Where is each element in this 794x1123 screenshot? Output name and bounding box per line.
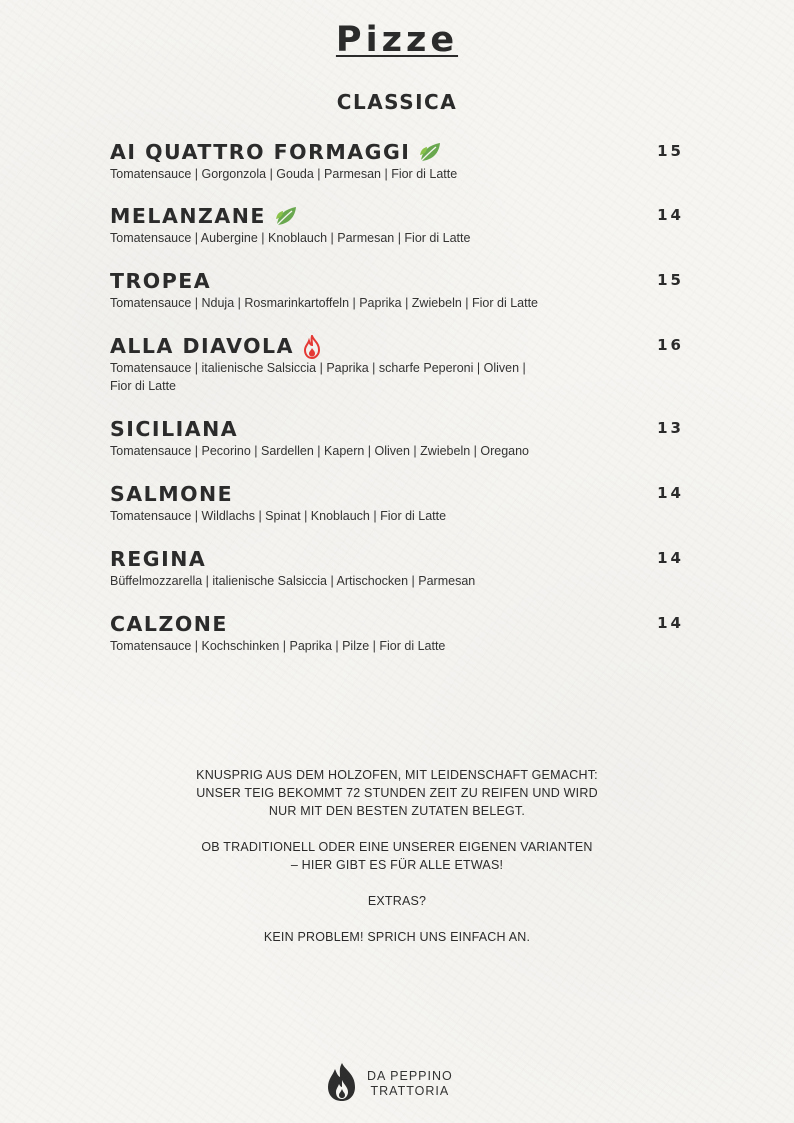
menu-item-tropea (110, 269, 690, 312)
item-description: Büffelmozzarella | italienische Salsiccia | Artischocken | Parmesan (110, 574, 476, 588)
info-line: NUR MIT DEN BESTEN ZUTATEN BELEGT. (268, 804, 526, 818)
menu-item-salmone (110, 482, 690, 525)
item-description: Tomatensauce | Pecorino | Sardellen | Kapern | Oliven | Zwiebeln | Oregano (110, 444, 530, 458)
menu-item-siciliana (110, 417, 690, 460)
menu-item-calzone (110, 612, 690, 655)
item-description: Tomatensauce | Kochschinken | Paprika | Pilze | Fior di Latte (110, 639, 446, 653)
item-name: MELANZANE (110, 204, 266, 228)
menu-item-alla-diavola (110, 334, 690, 395)
item-description: Tomatensauce | Gorgonzola | Gouda | Parmesan | Fior di Latte (110, 167, 458, 181)
item-name: SICILIANA (110, 417, 239, 441)
item-price: 16 (657, 336, 684, 354)
flame-logo-icon (325, 1062, 359, 1107)
info-line: KEIN PROBLEM! SPRICH UNS EINFACH AN. (263, 930, 531, 944)
item-name: ALLA DIAVOLA (110, 334, 294, 358)
fire-icon (302, 335, 326, 357)
menu-item-regina (110, 547, 690, 590)
item-price: 15 (657, 271, 684, 289)
info-text (0, 766, 794, 946)
restaurant-logo (325, 1062, 485, 1106)
item-price: 13 (657, 419, 684, 437)
item-description: Tomatensauce | Wildlachs | Spinat | Knoblauch | Fior di Latte (110, 509, 447, 523)
item-price: 14 (657, 614, 684, 632)
page-title: Pizze (335, 20, 459, 60)
item-name: TROPEA (110, 269, 212, 293)
logo-line: DA PEPPINO (367, 1069, 453, 1083)
menu-item-melanzane (110, 204, 690, 247)
leaf-icon (274, 205, 298, 227)
item-price: 14 (657, 484, 684, 502)
menu-item-quattro-formaggi (110, 140, 690, 183)
info-line: – HIER GIBT ES FÜR ALLE ETWAS! (290, 858, 504, 872)
leaf-icon (418, 141, 442, 163)
info-line: KNUSPRIG AUS DEM HOLZOFEN, MIT LEIDENSCHAFT GEMACHT: (196, 768, 598, 782)
item-price: 15 (657, 142, 684, 160)
item-description: Tomatensauce | Nduja | Rosmarinkartoffeln | Paprika | Zwiebeln | Fior di Latte (110, 296, 539, 310)
item-name: REGINA (110, 547, 207, 571)
item-price: 14 (657, 549, 684, 567)
section-heading: CLASSICA (336, 90, 458, 114)
item-name: CALZONE (110, 612, 228, 636)
logo-line: TRATTORIA (370, 1084, 450, 1098)
item-description: Tomatensauce | italienische Salsiccia | Paprika | scharfe Peperoni | Oliven | Fior di Latte (110, 361, 526, 393)
info-line: OB TRADITIONELL ODER EINE UNSERER EIGENEN VARIANTEN (201, 840, 593, 854)
item-description: Tomatensauce | Aubergine | Knoblauch | Parmesan | Fior di Latte (110, 231, 471, 245)
item-price: 14 (657, 206, 684, 224)
info-line: UNSER TEIG BEKOMMT 72 STUNDEN ZEIT ZU REIFEN UND WIRD (196, 786, 598, 800)
item-name: SALMONE (110, 482, 234, 506)
item-name: AI QUATTRO FORMAGGI (110, 140, 411, 164)
info-line: EXTRAS? (367, 894, 427, 908)
